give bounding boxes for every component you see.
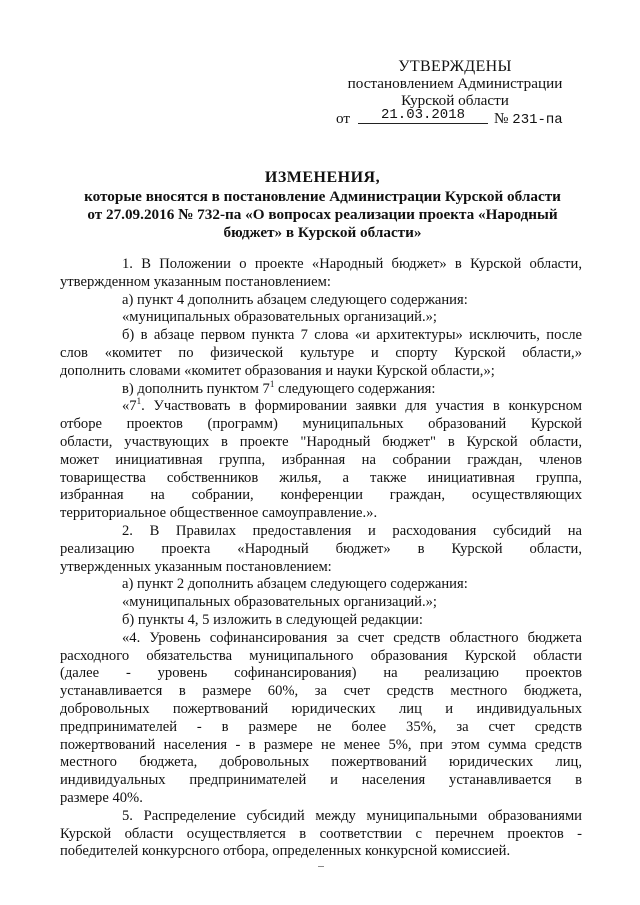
page-footer-mark bbox=[318, 866, 324, 867]
body-line: устанавливается в размере 60%, за счет средств местного бюджета, bbox=[60, 683, 582, 700]
body-line: отборе проектов (программ) муниципальных образований Курской bbox=[60, 416, 582, 433]
body-line: утвержденном указанным постановлением: bbox=[60, 273, 331, 290]
approval-title: УТВЕРЖДЕНЫ bbox=[398, 58, 512, 75]
document-body bbox=[60, 256, 582, 861]
document-heading bbox=[60, 169, 585, 242]
heading-line-2: от 27.09.2016 № 732-па «О вопросах реализации проекта «Народный bbox=[87, 206, 558, 223]
approval-line-2: Курской области bbox=[401, 92, 509, 109]
number-value: 231-па bbox=[512, 112, 563, 128]
body-line: предпринимателей - в размере не более 35%, за счет средств bbox=[60, 718, 582, 735]
superscript: 1 bbox=[136, 396, 142, 407]
body-line: области, участвующих в проекте "Народный бюджет" в Курской области, bbox=[60, 433, 582, 450]
body-line: 2. В Правилах предоставления и расходования субсидий на bbox=[122, 522, 582, 539]
text-fragment: следующего содержания: bbox=[274, 380, 436, 397]
body-line: 5. Распределение субсидий между муниципальными образованиями bbox=[122, 807, 582, 824]
approval-date-line bbox=[330, 107, 580, 128]
body-line: пожертвований населения - в размере не менее 5%, при этом сумма средств bbox=[60, 736, 582, 753]
body-line: б) пункты 4, 5 изложить в следующей редакции: bbox=[122, 611, 423, 628]
body-line: Курской области осуществляется в соответствии с перечнем проектов - bbox=[60, 825, 582, 842]
body-line: индивидуальных предпринимателей и населения устанавливается в bbox=[60, 772, 582, 789]
body-line: реализацию проекта «Народный бюджет» в Курской области, bbox=[60, 540, 582, 557]
body-line bbox=[60, 398, 582, 416]
text-fragment: «7 bbox=[122, 398, 137, 415]
body-line: а) пункт 4 дополнить абзацем следующего содержания: bbox=[122, 291, 468, 308]
from-label: от bbox=[336, 110, 351, 127]
number-label: № bbox=[494, 110, 509, 127]
body-line: победителей конкурсного отбора, определенных конкурсной комиссией. bbox=[60, 843, 511, 860]
body-line: избранная на собрании, конференции граждан, осуществляющих bbox=[60, 487, 582, 504]
body-line: «муниципальных образовательных организаций.»; bbox=[122, 594, 437, 611]
approval-line-1: постановлением Администрации bbox=[347, 75, 563, 92]
body-line: утвержденных указанным постановлением: bbox=[60, 558, 332, 575]
body-line: а) пункт 2 дополнить абзацем следующего содержания: bbox=[122, 576, 468, 593]
text-fragment: . Участвовать в формировании заявки для участия в конкурсном bbox=[141, 398, 582, 415]
body-line: местного бюджета, добровольных пожертвований юридических лиц, bbox=[60, 754, 582, 771]
text-fragment: в) дополнить пунктом 7 bbox=[122, 380, 270, 397]
body-line: 1. В Положении о проекте «Народный бюджет» в Курской области, bbox=[122, 256, 582, 272]
body-line: «муниципальных образовательных организаций.»; bbox=[122, 309, 437, 326]
heading-title: ИЗМЕНЕНИЯ, bbox=[264, 169, 381, 186]
body-line: расходного обязательства муниципального образования Курской области bbox=[60, 647, 582, 664]
superscript: 1 bbox=[269, 378, 275, 389]
body-line: слов «комитет по физической культуре и спорту Курской области,» bbox=[60, 344, 582, 361]
approval-number bbox=[494, 110, 563, 129]
body-line: товарищества собственников жилья, а также инициативная группа, bbox=[60, 469, 582, 486]
heading-line-1: которые вносятся в постановление Администрации Курской области bbox=[84, 188, 561, 205]
body-line: (далее - уровень софинансирования) на реализацию проектов bbox=[60, 665, 582, 682]
body-line: размере 40%. bbox=[60, 789, 143, 806]
approval-date: 21.03.2018 bbox=[358, 107, 488, 124]
approval-stamp bbox=[330, 58, 580, 128]
heading-line-3: бюджет» в Курской области» bbox=[223, 224, 422, 241]
body-line: территориальное общественное самоуправление.». bbox=[60, 505, 378, 522]
body-line: «4. Уровень софинансирования за счет средств областного бюджета bbox=[122, 629, 582, 646]
body-line: дополнить словами «комитет образования и науки Курской области,»; bbox=[60, 362, 495, 379]
body-line: б) в абзаце первом пункта 7 слова «и архитектуры» исключить, после bbox=[122, 327, 582, 344]
body-line: может инициативная группа, избранная на собрании граждан, членов bbox=[60, 451, 582, 468]
body-line: добровольных пожертвований юридических лиц и индивидуальных bbox=[60, 700, 582, 717]
